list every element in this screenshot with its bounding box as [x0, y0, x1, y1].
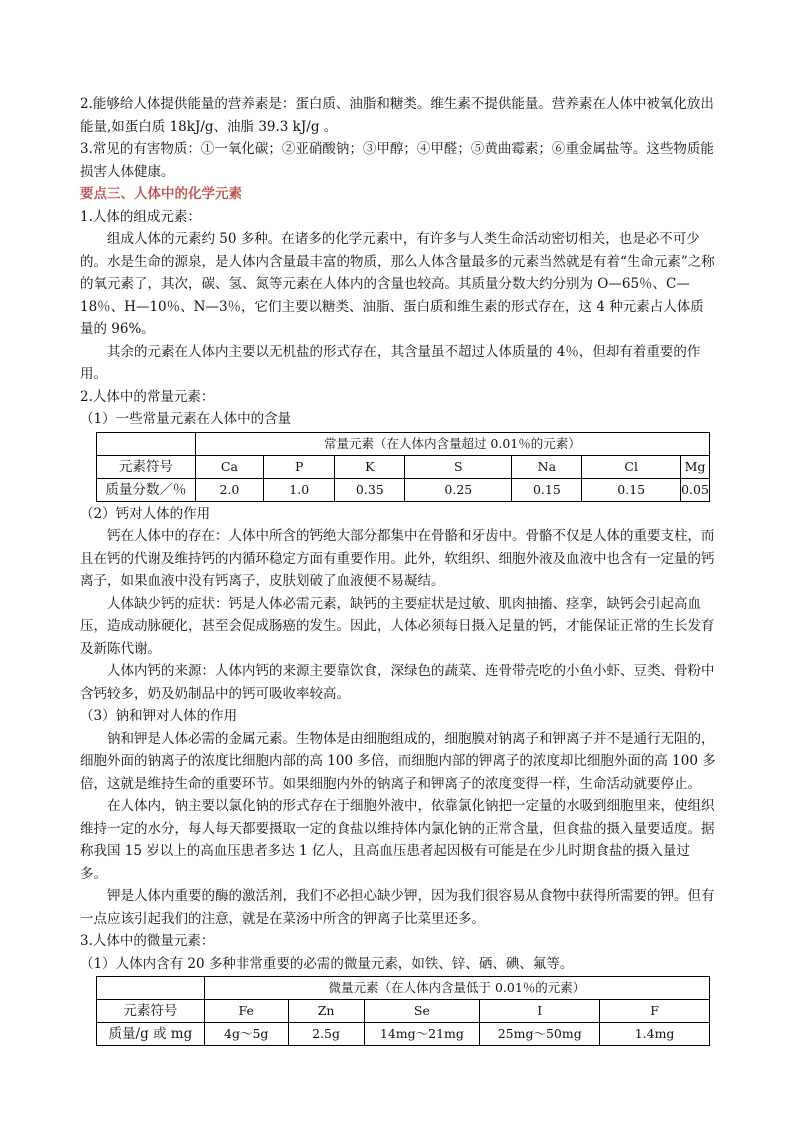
- macro-elements-table: [96, 432, 710, 502]
- table-header: 常量元素（在人体内含量超过 0.01％的元素）: [195, 432, 709, 455]
- element-symbol: I: [480, 1000, 600, 1023]
- element-value: 1.0: [264, 478, 335, 501]
- element-value: 2.0: [195, 478, 263, 501]
- row-label-value: 质量/g 或 mg: [97, 1023, 205, 1046]
- section-title-trace: 3.人体中的微量元素：: [80, 933, 215, 949]
- element-symbol: Se: [364, 1000, 480, 1023]
- section-heading: 要点三、人体中的化学元素: [80, 186, 242, 202]
- table-corner-cell: [97, 432, 196, 455]
- element-value: 0.35: [335, 478, 405, 501]
- document-page: [80, 93, 716, 1046]
- element-value: 14mg～21mg: [364, 1023, 480, 1046]
- element-value: 4g～5g: [204, 1023, 288, 1046]
- subsection-macro-content: （1）一些常量元素在人体中的含量: [80, 411, 292, 427]
- paragraph-composition-1: 组成人体的元素约 50 多种。在诸多的化学元素中，有许多与人类生命活动密切相关，也是必不可少的。水是生命的源泉，是人体内含量最丰富的物质，那么人体含量最多的元素当然就是有着“生命元素”之称的氧元素了，其次，碳、氢、氮等元素在人体内的含量也较高。其质量分数大约分别为 O—65％、C—18％、H—10％、N—3％，它们主要以糖类、油脂、蛋白质和维生素的形式存在，这 4 种元素占人体质量的 96%。: [80, 231, 715, 337]
- element-symbol: Fe: [204, 1000, 288, 1023]
- element-value: 0.05: [681, 478, 710, 501]
- paragraph-calcium-2: 人体缺少钙的症状：钙是人体必需元素，缺钙的主要症状是过敏、肌肉抽搐、痉挛，缺钙会引起高血压，造成动脉硬化，甚至会促成肠癌的发生。因此，人体必须每日摄入足量的钙，才能保证正常的生长发育及新陈代谢。: [80, 595, 715, 657]
- element-symbol: P: [264, 455, 335, 478]
- element-symbol: Ca: [195, 455, 263, 478]
- row-label-symbol: 元素符号: [97, 455, 196, 478]
- element-symbol: Cl: [582, 455, 681, 478]
- table-corner-cell: [97, 977, 205, 1000]
- paragraph-sodium-potassium-3: 钾是人体内重要的酶的激活剂，我们不必担心缺少钾，因为我们很容易从食物中获得所需要的钾。但有一点应该引起我们的注意，就是在菜汤中所含的钾离子比菜里还多。: [80, 888, 715, 927]
- element-symbol: Zn: [288, 1000, 364, 1023]
- paragraph-sodium-potassium-1: 钠和钾是人体必需的金属元素。生物体是由细胞组成的，细胞膜对钠离子和钾离子并不是通行无阻的，细胞外面的钠离子的浓度比细胞内部的高 100 多倍，而细胞内部的钾离子的浓度却比细胞外面的高 100 多倍，这就是维持生命的重要环节。如果细胞内外的钠离子和钾离子的浓度变得一样，生命活动就要停止。: [80, 730, 716, 792]
- trace-elements-table: [96, 976, 710, 1046]
- element-value: 25mg～50mg: [480, 1023, 600, 1046]
- element-value: 0.25: [405, 478, 512, 501]
- element-value: 0.15: [512, 478, 582, 501]
- subsection-calcium: （2）钙对人体的作用: [80, 505, 211, 522]
- paragraph-harmful-substances: 3.常见的有害物质：①一氧化碳；②亚硝酸钠；③甲醇；④甲醛；⑤黄曲霉素；⑥重金属盐等。这些物质能损害人体健康。: [80, 141, 714, 180]
- paragraph-calcium-1: 钙在人体中的存在：人体中所含的钙绝大部分都集中在骨骼和牙齿中。骨骼不仅是人体的重要支柱，而且在钙的代谢及维持钙的内循环稳定方面有重要作用。此外，软组织、细胞外液及血液中也含有一定量的钙离子，如果血液中没有钙离子，皮肤划破了血液便不易凝结。: [80, 528, 715, 589]
- paragraph-sodium-potassium-2: 在人体内，钠主要以氯化钠的形式存在于细胞外液中，依靠氯化钠把一定量的水吸到细胞里来，使组织维持一定的水分，每人每天都要摄取一定的食盐以维持体内氯化钠的正常含量，但食盐的摄入量要适度。据称我国 15 岁以上的高血压患者多达 1 亿人，且高血压患者起因极有可能是在少儿时期食盐的摄入量过多。: [80, 798, 715, 882]
- section-title-composition: 1.人体的组成元素：: [80, 208, 201, 225]
- element-symbol: K: [335, 455, 405, 478]
- element-value: 0.15: [582, 478, 681, 501]
- paragraph-calcium-3: 人体内钙的来源：人体内钙的来源主要靠饮食，深绿色的蔬菜、连骨带壳吃的小鱼小虾、豆类、骨粉中含钙较多，奶及奶制品中的钙可吸收率较高。: [80, 663, 715, 702]
- element-symbol: Mg: [681, 455, 710, 478]
- table-header: 微量元素（在人体内含量低于 0.01％的元素）: [204, 977, 709, 1000]
- section-title-macro: 2.人体中的常量元素：: [80, 388, 215, 405]
- element-symbol: Na: [512, 455, 582, 478]
- subsection-sodium-potassium: （3）钠和钾对人体的作用: [80, 708, 238, 724]
- paragraph-composition-2: 其余的元素在人体内主要以无机盐的形式存在，其含量虽不超过人体质量的 4％，但却有着重要的作用。: [80, 343, 701, 382]
- element-value: 2.5g: [288, 1023, 364, 1046]
- row-label-symbol: 元素符号: [97, 1000, 205, 1023]
- row-label-value: 质量分数／％: [97, 478, 196, 501]
- element-symbol: F: [600, 1000, 710, 1023]
- subsection-trace-content: （1）人体内含有 20 多种非常重要的必需的微量元素，如铁、锌、硒、碘、氟等。: [80, 955, 574, 972]
- element-value: 1.4mg: [600, 1023, 710, 1046]
- element-symbol: S: [405, 455, 512, 478]
- paragraph-energy-nutrients: 2.能够给人体提供能量的营养素是：蛋白质、油脂和糖类。维生素不提供能量。营养素在人体中被氧化放出能量,如蛋白质 18kJ/g、油脂 39.3 kJ/g 。: [80, 96, 714, 135]
